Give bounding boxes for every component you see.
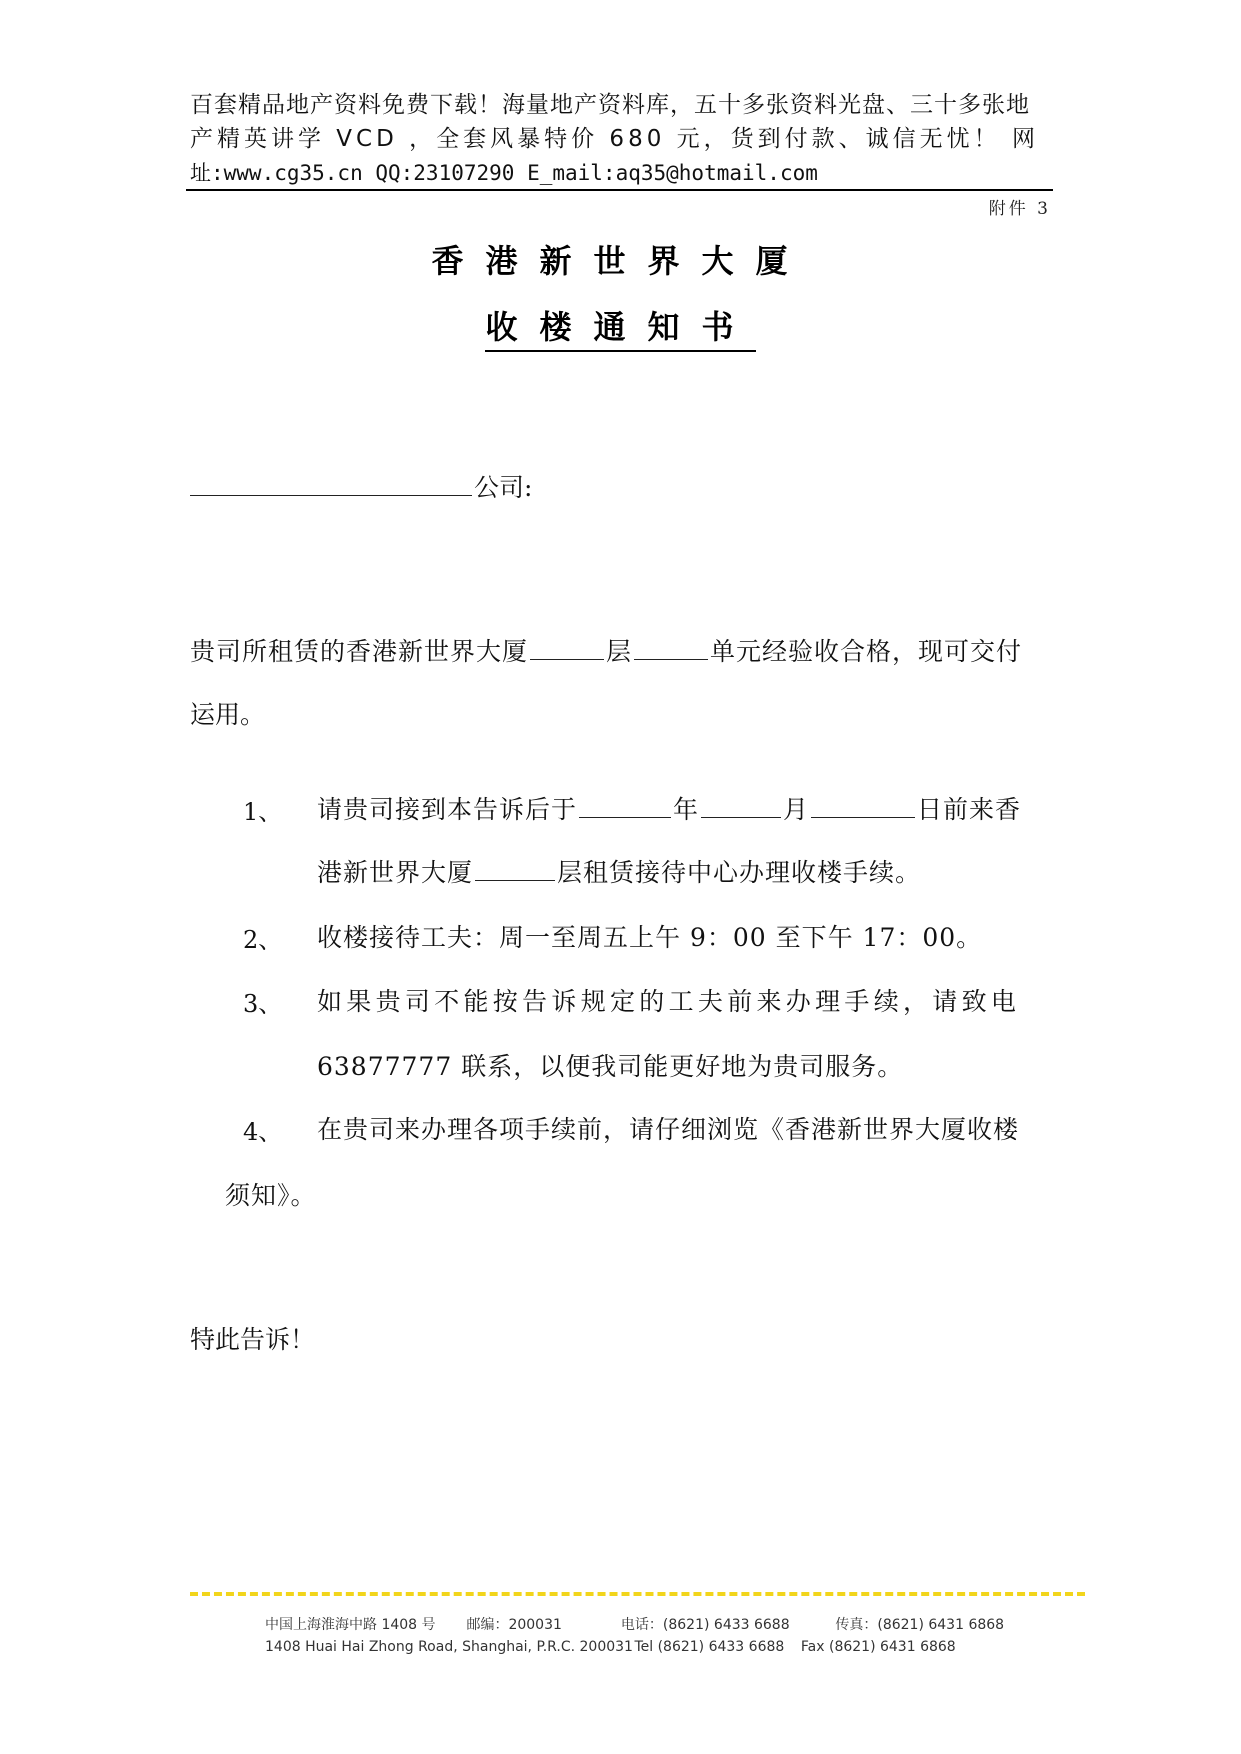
document-title: 香港新世界大厦 xyxy=(431,242,810,280)
item-1-text-a: 请贵司接到本告诉后于 xyxy=(317,795,578,824)
subtitle-text: 收楼通知书 xyxy=(485,308,755,352)
header-line-3: 址:www.cg35.cn QQ:23107290 E_mail:aq35@hotmail.com xyxy=(190,161,818,185)
addressee-suffix: 公司: xyxy=(474,473,533,502)
item-2-text: 收楼接待工夫：周一至周五上午 9：00 至下午 17：00。 xyxy=(317,923,983,952)
footer-tel-en: Tel (8621) 6433 6688 xyxy=(634,1639,785,1655)
footer-postcode-cn: 邮编：200031 xyxy=(466,1617,562,1633)
header-line-1: 百套精品地产资料免费下载！海量地产资料库，五十多张资料光盘、三十多张地 xyxy=(190,92,1030,118)
item-3-text: 如果贵司不能按告诉规定的工夫前来办理手续，请致电 xyxy=(317,987,1021,1016)
company-name-blank[interactable] xyxy=(190,471,472,496)
item-1-text-b: 年 xyxy=(673,795,700,824)
item-1-line-2-a: 港新世界大厦 xyxy=(317,858,474,887)
item-3-line-2: 63877777 联系，以便我司能更好地为贵司服务。 xyxy=(317,1052,904,1081)
item-1-line-2-b: 层租赁接待中心办理收楼手续。 xyxy=(557,858,922,887)
addressee-line xyxy=(190,468,532,504)
item-1-text-c: 月 xyxy=(783,795,810,824)
month-blank[interactable] xyxy=(701,793,781,818)
footer-fax-en: Fax (8621) 6431 6868 xyxy=(800,1639,956,1655)
item-1-line-1 xyxy=(317,790,1021,826)
footer-tel-cn: 电话：(8621) 6433 6688 xyxy=(620,1617,790,1633)
item-2-number: 2、 xyxy=(243,926,283,954)
item-4-number: 4、 xyxy=(243,1118,283,1146)
intro-paragraph xyxy=(190,632,1022,668)
footer-line-cn xyxy=(265,1614,1004,1634)
footer-line-en xyxy=(265,1639,956,1655)
document-subtitle xyxy=(0,302,1241,348)
item-1-line-2 xyxy=(317,853,921,889)
item-3-number: 3、 xyxy=(243,990,283,1018)
footer-fax-cn: 传真：(8621) 6431 6868 xyxy=(835,1617,1005,1633)
header-line-2: 产精英讲学 VCD ，全套风暴特价 680 元，货到付款、诚信无忧！ 网 xyxy=(190,126,1039,152)
reception-floor-blank[interactable] xyxy=(475,856,555,881)
closing-text: 特此告诉！ xyxy=(190,1325,316,1354)
intro-paragraph-line-2: 运用。 xyxy=(190,700,266,729)
intro-part-2: 层 xyxy=(606,637,633,666)
attachment-label: 附件 3 xyxy=(988,199,1051,219)
item-1-text-d: 日前来香 xyxy=(917,795,1022,824)
item-4-text: 在贵司来办理各项手续前，请仔细浏览《香港新世界大厦收楼 xyxy=(317,1115,1020,1144)
item-1-number: 1、 xyxy=(243,798,283,826)
header-advert xyxy=(190,88,1050,190)
year-blank[interactable] xyxy=(579,793,671,818)
day-blank[interactable] xyxy=(811,793,915,818)
floor-blank[interactable] xyxy=(530,635,604,660)
intro-part-1: 贵司所租赁的香港新世界大厦 xyxy=(190,637,529,666)
footer-address-cn: 中国上海淮海中路 1408 号 xyxy=(265,1617,436,1633)
item-4-line-2: 须知》。 xyxy=(225,1181,317,1210)
footer-divider xyxy=(190,1592,1085,1596)
footer-address-en: 1408 Huai Hai Zhong Road, Shanghai, P.R.C. 200031 xyxy=(265,1639,633,1655)
header-divider xyxy=(186,189,1053,191)
unit-blank[interactable] xyxy=(634,635,708,660)
intro-part-3: 单元经验收合格，现可交付 xyxy=(710,637,1023,666)
